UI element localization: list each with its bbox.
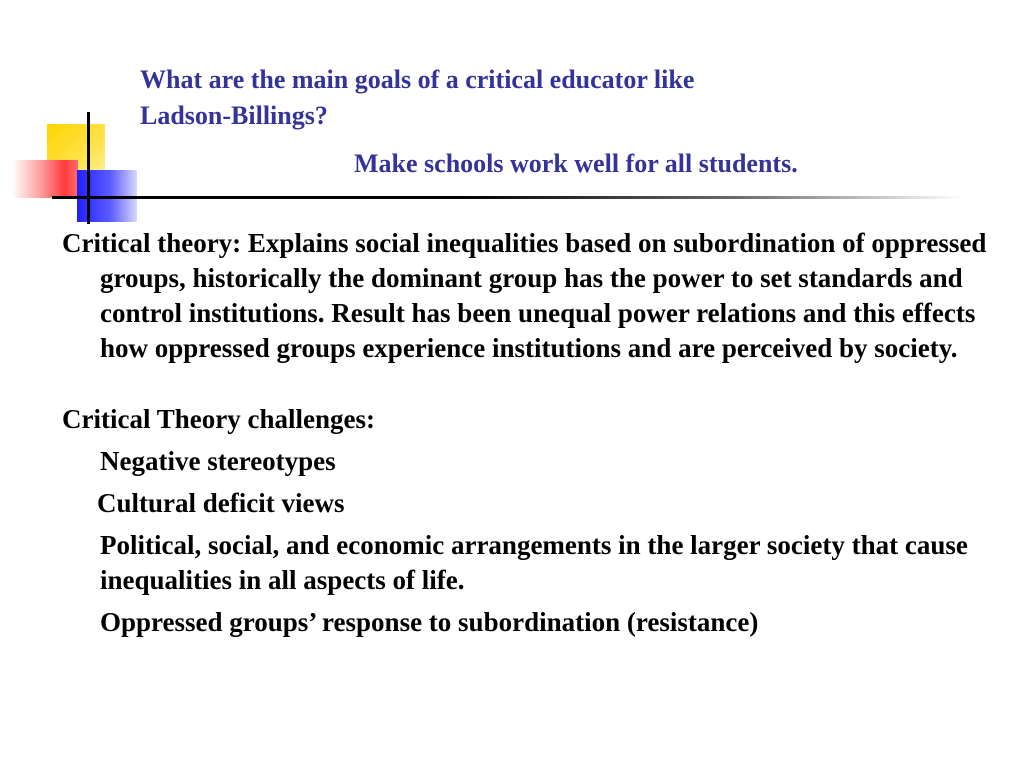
challenge-item: Political, social, and economic arrangements in the larger society that cause inequalities in all aspects of life. — [100, 530, 968, 595]
challenge-item: Negative stereotypes — [100, 446, 336, 476]
challenges-heading: Critical Theory challenges: — [62, 404, 375, 434]
critical-theory-definition: Critical theory: Explains social inequalities based on subordination of oppressed groups, historically the dominant group has the power to set standards and control institutions. Result has been unequal power relations and this effects how oppressed groups experience institutions and are perceived by society. — [62, 228, 987, 363]
slide-title — [140, 62, 960, 134]
slide-subtitle: Make schools work well for all students. — [354, 149, 798, 178]
slide-title-line-2: Ladson-Billings? — [140, 101, 328, 130]
slide-title-line-1: What are the main goals of a critical educator like — [140, 65, 695, 94]
decorative-vertical-line — [87, 112, 90, 224]
challenge-item: Cultural deficit views — [97, 488, 345, 518]
decorative-red-bar — [12, 160, 78, 198]
slide-body — [62, 226, 1002, 640]
title-divider-line — [52, 196, 964, 199]
challenge-item: Oppressed groups’ response to subordination (resistance) — [100, 607, 759, 637]
